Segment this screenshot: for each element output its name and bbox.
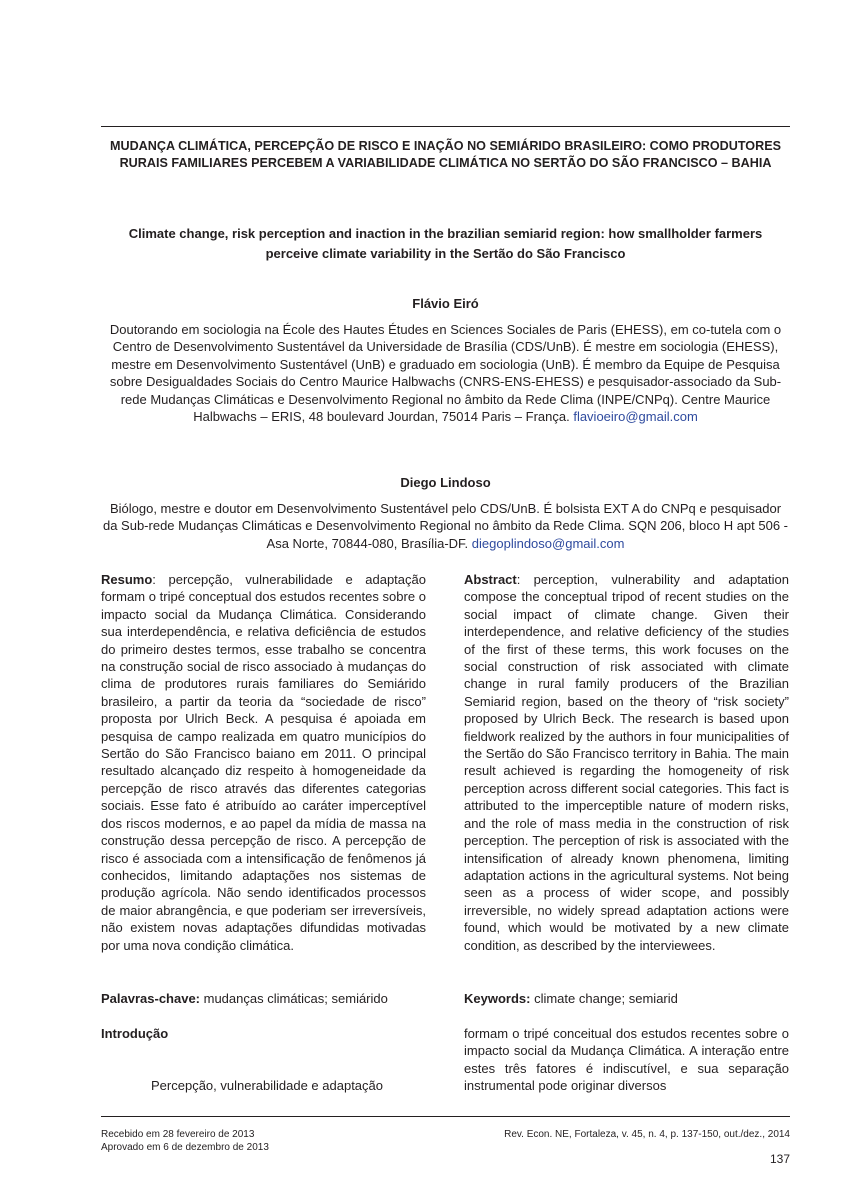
- abstract-label: Abstract: [464, 572, 517, 587]
- keywords-label: Keywords:: [464, 991, 531, 1006]
- introducao-right-text: formam o tripé conceitual dos estudos recentes sobre o impacto social da Mudança Climática. A interação entre estes três fatores é indiscutível, e sua separação instrumental pode originar diversos: [464, 1026, 789, 1094]
- abstract-text: : perception, vulnerability and adaptation compose the conceptual tripod of recent studies on the social impact of climate change. Given their interdependence, and relative deficiency of the studies of the first of these terms, this work focuses on the social construction of risk associated with climate change in rural family producers of the Brazilian Semiarid region, based on the theory of “risk society” proposed by Ulrich Beck. The research is based upon fieldwork realized by the authors in four municipalities of the Sertão do São Francisco territory in Bahia. The main result achieved is regarding the homogeneity of risk perception across different social categories. This fact is attributed to the imperceptible nature of modern risks, and the role of mass media in the construction of risk perception. The perception of risk is associated with the intensification of already known phenomena, limiting adaptation actions in the agricultural systems. Not being seen as a process of wider scope, and possibly irreversible, no widely spread adaptation actions were found, which would be motivated by a new climate condition, as described by the interviewees.: [464, 572, 789, 953]
- author-email-1[interactable]: flavioeiro@gmail.com: [573, 409, 698, 425]
- author-affiliation-1: [101, 321, 790, 425]
- introducao-left-text: [101, 1077, 426, 1094]
- author-email-2[interactable]: diegoplindoso@gmail.com: [471, 535, 625, 551]
- page-number: 137: [769, 1152, 790, 1166]
- affiliation-text-2: Biólogo, mestre e doutor em Desenvolvimento Sustentável pelo CDS/UnB. É bolsista EXT A do CNPq e pesquisador da Sub-rede Mudanças Climáticas e Desenvolvimento Regional no âmbito da Rede Clima. SQN 206, bloco H apt 506 - Asa Norte, 70844-080, Brasília-DF.: [102, 501, 789, 551]
- palavras-chave-label: Palavras-chave:: [101, 991, 201, 1006]
- received-date: Recebido em 28 fevereiro de 2013: [101, 1129, 255, 1140]
- keywords-text: climate change; semiarid: [530, 991, 678, 1006]
- resumo-text: : percepção, vulnerabilidade e adaptação formam o tripé conceptual dos estudos recentes sobre o impacto social da Mudança Climática. Considerando sua interdependência, e relativa deficiência de estudos do primeiro destes termos, esse trabalho se concentra na construção social de risco associado à mudanças do clima de produtores rurais familiares do Semiárido brasileiro, a partir da teoria da “sociedade de risco” proposta por Ulrich Beck. A pesquisa é apoiada em pesquisa de campo realizada em quatro municípios do Sertão do São Francisco baiano em 2011. O principal resultado alcançado diz respeito à homogeneidade da percepção de risco através das diferentes categorias sociais. Esse fato é atribuído ao caráter imperceptível dos riscos modernos, e ao papel da mídia de massa na construção dessa percepção de risco. A percepção de risco é associada com a intensificação de fenômenos já conhecidos, limitando adaptações nos sistemas de produção agrícola. Não sendo identificados processos de maior abrangência, e que poderiam ser irreversíveis, não existem novas adaptações difundidas motivadas por uma nova condição climática.: [101, 572, 426, 953]
- title-english: Climate change, risk perception and inaction in the brazilian semiarid region: how smallholder farmers perceive climate variability in the Sertão do São Francisco: [128, 226, 763, 261]
- resumo-label: Resumo: [101, 572, 153, 587]
- abstract-block: [464, 571, 789, 954]
- top-rule: [101, 126, 790, 127]
- bottom-rule: [101, 1116, 790, 1117]
- title-portuguese: MUDANÇA CLIMÁTICA, PERCEPÇÃO DE RISCO E INAÇÃO NO SEMIÁRIDO BRASILEIRO: COMO PRODUTORES RURAIS FAMILIARES PERCEBEM A VARIABILIDADE CLIMÁTICA NO SERTÃO DO SÃO FRANCISCO – BAHIA: [110, 139, 781, 170]
- affiliation-text-1: Doutorando em sociologia na École des Hautes Études en Sciences Sociales de Paris (EHESS), em co-tutela com o Centro de Desenvolvimento Sustentável da Universidade de Brasília (CDS/UnB). É mestre em sociologia (EHESS), mestre em Desenvolvimento Sustentável (UnB) e graduado em sociologia (UnB). É membro da Equipe de Pesquisa sobre Desigualdades Sociais do Centro Maurice Halbwachs (CNRS-ENS-EHESS) e pesquisador-associado da Sub-rede Mudanças Climáticas e Desenvolvimento Regional no âmbito da Rede Clima (INPE/CNPq). Centre Maurice Halbwachs – ERIS, 48 boulevard Jourdan, 75014 Paris – França.: [109, 322, 782, 425]
- author-name-2: Diego Lindoso: [400, 475, 491, 490]
- resumo-block: [101, 571, 426, 954]
- author-name-1: Flávio Eiró: [412, 296, 479, 311]
- keywords-block: [464, 990, 789, 1007]
- introducao-heading-text: Introdução: [101, 1026, 169, 1041]
- palavras-chave-block: [101, 990, 426, 1007]
- journal-citation: Rev. Econ. NE, Fortaleza, v. 45, n. 4, p. 137-150, out./dez., 2014: [504, 1129, 790, 1140]
- introducao-left-span: Percepção, vulnerabilidade e adaptação: [151, 1078, 384, 1093]
- palavras-chave-text: mudanças climáticas; semiárido: [200, 991, 388, 1006]
- introducao-heading: [101, 1025, 426, 1042]
- approved-date: Aprovado em 6 de dezembro de 2013: [101, 1142, 269, 1153]
- author-affiliation-2: [101, 500, 790, 552]
